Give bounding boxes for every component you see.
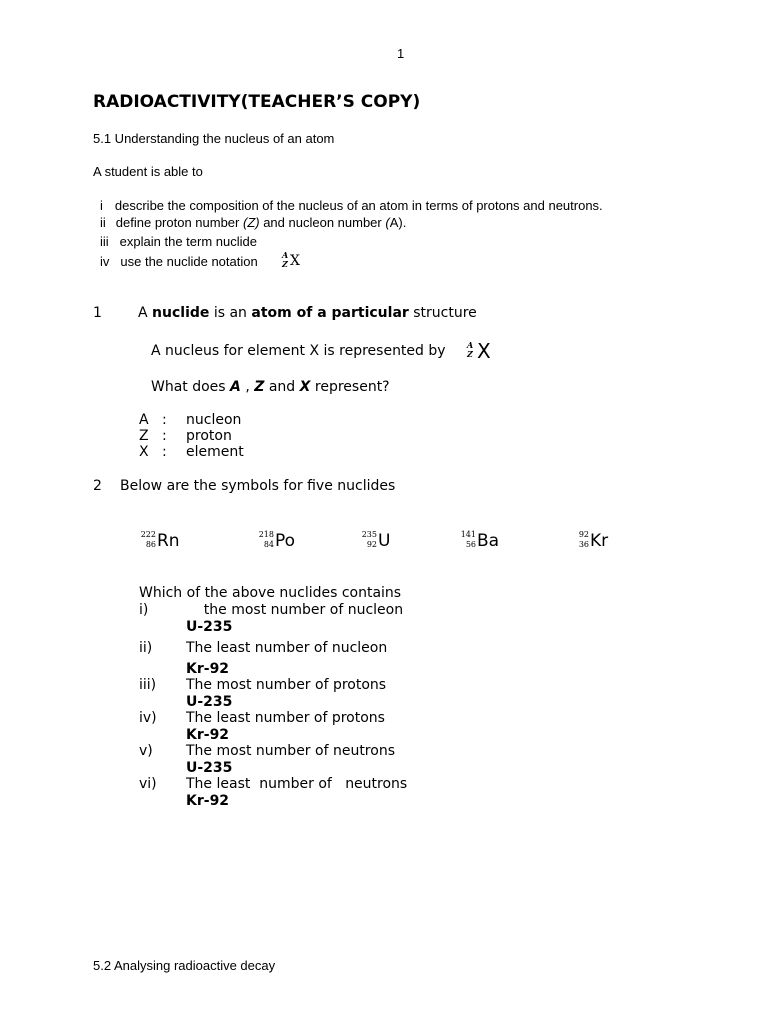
element-symbol: Po bbox=[275, 531, 296, 551]
what-does-question bbox=[151, 379, 390, 395]
answer-row bbox=[139, 428, 149, 444]
objective-text: describe the composition of the nucleus of an atom in terms of protons and neutrons. bbox=[114, 198, 603, 213]
page-number: 1 bbox=[397, 46, 405, 61]
element-symbol: Rn bbox=[157, 531, 180, 551]
symbol-z: Z bbox=[254, 379, 265, 395]
answer-symbol: A bbox=[139, 412, 149, 428]
notation-z: Z bbox=[467, 349, 473, 359]
objective-item bbox=[100, 198, 603, 213]
which-nuclides-prompt: Which of the above nuclides contains bbox=[139, 585, 402, 601]
part-answer: Kr-92 bbox=[186, 793, 230, 809]
proton-number-symbol: (Z) bbox=[242, 215, 260, 230]
part-question: The least number of nucleon bbox=[186, 640, 388, 656]
objective-number: iv bbox=[100, 254, 110, 269]
element-symbol: U bbox=[378, 531, 391, 551]
answer-text: proton bbox=[186, 428, 232, 444]
part-answer: U-235 bbox=[186, 694, 233, 710]
part-number: i) bbox=[139, 602, 149, 618]
objective-number: i bbox=[100, 198, 103, 213]
objective-text: and nucleon number bbox=[259, 215, 386, 230]
objective-item bbox=[100, 254, 258, 269]
mass-number: 218 bbox=[258, 530, 274, 539]
symbol-x: X bbox=[299, 379, 311, 395]
objective-text: explain the term nuclide bbox=[119, 234, 257, 249]
part-number: vi) bbox=[139, 776, 157, 792]
mass-number: 235 bbox=[361, 530, 377, 539]
answer-symbol: X bbox=[139, 444, 149, 460]
objective-item bbox=[100, 215, 406, 230]
part-answer: Kr-92 bbox=[186, 727, 230, 743]
statement-bold: nuclide bbox=[152, 305, 210, 321]
element-symbol: Kr bbox=[590, 531, 609, 551]
statement-bold: atom of a particular bbox=[251, 305, 409, 321]
answer-colon: : bbox=[162, 444, 167, 460]
part-number: iii) bbox=[139, 677, 157, 693]
document-title: RADIOACTIVITY(TEACHER’S COPY) bbox=[93, 92, 421, 112]
objective-text: define proton number bbox=[115, 215, 243, 230]
notation-z: Z bbox=[282, 259, 288, 269]
part-question: The most number of protons bbox=[186, 677, 387, 693]
mass-number: 141 bbox=[460, 530, 476, 539]
part-answer: U-235 bbox=[186, 619, 233, 635]
question-text: represent? bbox=[310, 379, 390, 395]
part-question: the most number of nucleon bbox=[186, 602, 404, 618]
answer-row bbox=[139, 412, 149, 428]
question-2-number: 2 bbox=[93, 478, 102, 494]
question-1-number: 1 bbox=[93, 305, 102, 321]
paren: ( bbox=[385, 215, 390, 230]
atomic-number: 86 bbox=[145, 540, 156, 549]
question-text: What does bbox=[151, 379, 231, 395]
mass-number: 92 bbox=[578, 530, 589, 539]
statement-text: is an bbox=[209, 305, 252, 321]
statement-text: structure bbox=[408, 305, 477, 321]
notation-a: A bbox=[282, 250, 289, 260]
question-text: and bbox=[264, 379, 300, 395]
objective-item bbox=[100, 234, 257, 249]
part-number: v) bbox=[139, 743, 153, 759]
paren: ). bbox=[398, 215, 407, 230]
answer-row bbox=[139, 444, 149, 460]
notation-x: X bbox=[477, 339, 491, 363]
question-text: , bbox=[240, 379, 255, 395]
nuclide-notation-small bbox=[281, 251, 305, 271]
atomic-number: 56 bbox=[465, 540, 476, 549]
answer-colon: : bbox=[162, 428, 167, 444]
notation-x: X bbox=[290, 253, 300, 269]
answer-symbol: Z bbox=[139, 428, 149, 444]
part-question: The least number of neutrons bbox=[186, 776, 408, 792]
answer-colon: : bbox=[162, 412, 167, 428]
notation-a: A bbox=[467, 340, 474, 350]
objective-number: iii bbox=[100, 234, 109, 249]
part-question: The most number of neutrons bbox=[186, 743, 395, 759]
nucleus-representation-text: A nucleus for element X is represented by bbox=[151, 343, 446, 359]
objective-number: ii bbox=[100, 215, 106, 230]
mass-number: 222 bbox=[140, 530, 156, 539]
section-heading-5-2: 5.2 Analysing radioactive decay bbox=[93, 958, 276, 973]
nucleon-number-symbol: A bbox=[389, 215, 399, 230]
atomic-number: 84 bbox=[263, 540, 274, 549]
part-number: iv) bbox=[139, 710, 157, 726]
objective-text: use the nuclide notation bbox=[120, 254, 258, 269]
answer-text: element bbox=[186, 444, 244, 460]
section-heading-5-1: 5.1 Understanding the nucleus of an atom bbox=[93, 131, 335, 146]
question-1-statement bbox=[138, 305, 477, 321]
student-intro: A student is able to bbox=[93, 164, 203, 179]
atomic-number: 36 bbox=[578, 540, 589, 549]
element-symbol: Ba bbox=[477, 531, 500, 551]
question-2-intro: Below are the symbols for five nuclides bbox=[120, 478, 396, 494]
part-question: The least number of protons bbox=[186, 710, 385, 726]
part-number: ii) bbox=[139, 640, 153, 656]
statement-text: A bbox=[138, 305, 153, 321]
part-answer: U-235 bbox=[186, 760, 233, 776]
nuclide-notation-large bbox=[466, 339, 496, 363]
part-answer: Kr-92 bbox=[186, 661, 230, 677]
answer-text: nucleon bbox=[186, 412, 242, 428]
symbol-a: A bbox=[230, 379, 241, 395]
atomic-number: 92 bbox=[366, 540, 377, 549]
